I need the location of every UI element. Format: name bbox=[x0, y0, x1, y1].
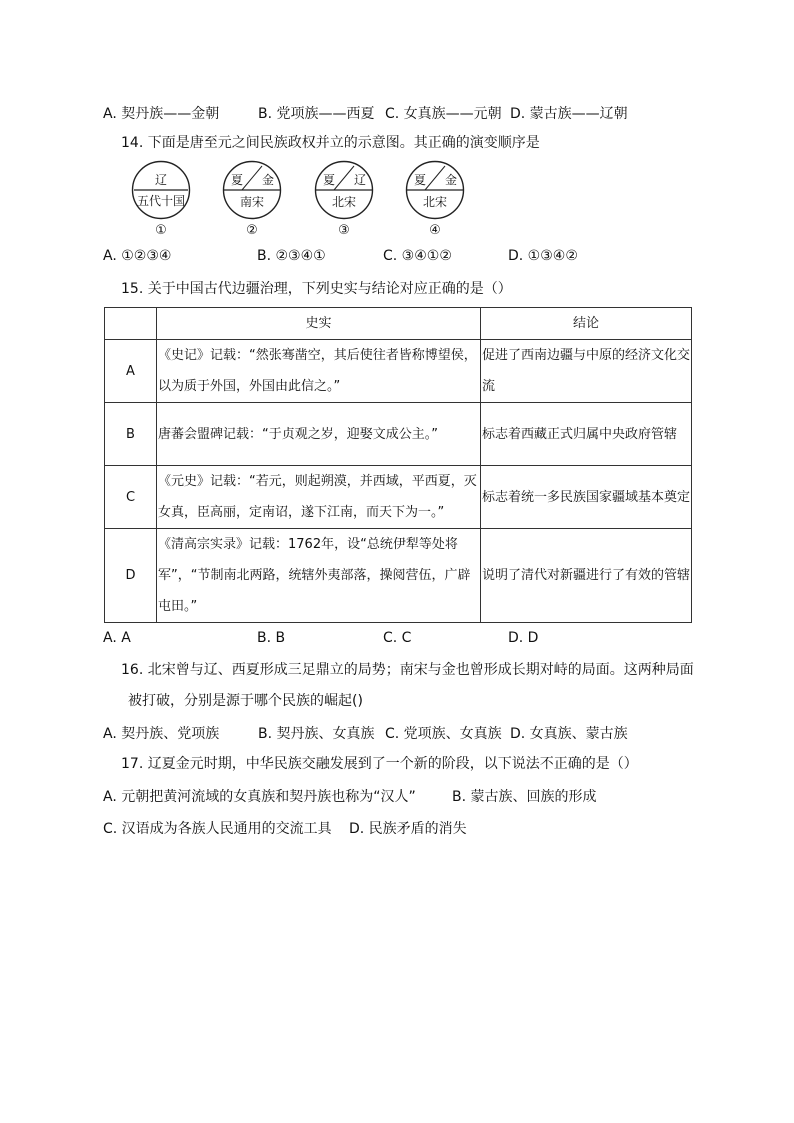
regime-circle-1 bbox=[131, 160, 191, 240]
circle-4-right-label: 金 bbox=[444, 173, 458, 187]
header-label-cell bbox=[105, 308, 157, 340]
regime-circle-4 bbox=[405, 160, 465, 240]
circle-4-left-label: 夏 bbox=[413, 173, 427, 187]
row-label: A bbox=[105, 340, 157, 403]
row-fact: 唐蕃会盟碑记载：“于贞观之岁，迎娶文成公主。” bbox=[157, 403, 481, 466]
q14-option-a: A. ①②③④ bbox=[103, 248, 172, 264]
q15-option-a: A. A bbox=[103, 630, 131, 646]
circle-4-number: ④ bbox=[429, 223, 441, 238]
q13-option-b: B. 党项族——西夏 bbox=[258, 106, 375, 122]
header-fact: 史实 bbox=[157, 308, 481, 340]
circle-1-bottom-label: 五代十国 bbox=[136, 194, 186, 208]
row-fact: 《史记》记载：“然张骞凿空，其后使往者皆称博望侯，以为质于外国，外国由此信之。” bbox=[157, 340, 481, 403]
row-conclusion: 标志着统一多民族国家疆域基本奠定 bbox=[481, 466, 692, 529]
row-label: D bbox=[105, 529, 157, 623]
circle-2-number: ② bbox=[246, 223, 258, 238]
q15-stem: 15. 关于中国古代边疆治理，下列史实与结论对应正确的是（） bbox=[121, 281, 512, 297]
q16-option-d: D. 女真族、蒙古族 bbox=[510, 726, 628, 742]
q17-option-d: D. 民族矛盾的消失 bbox=[349, 821, 467, 837]
q14-option-d: D. ①③④② bbox=[508, 248, 578, 264]
q17-option-b: B. 蒙古族、回族的形成 bbox=[452, 789, 597, 805]
q15-option-b: B. B bbox=[257, 630, 286, 646]
q13-option-d: D. 蒙古族——辽朝 bbox=[510, 106, 628, 122]
circle-2-right-label: 金 bbox=[261, 173, 275, 187]
table-row bbox=[105, 340, 692, 403]
q17-option-c: C. 汉语成为各族人民通用的交流工具 bbox=[103, 821, 332, 837]
q13-option-a: A. 契丹族——金朝 bbox=[103, 106, 220, 122]
table-row bbox=[105, 529, 692, 623]
q16-stem-line-1: 16. 北宋曾与辽、西夏形成三足鼎立的局势；南宋与金也曾形成长期对峙的局面。这两种局面 bbox=[121, 662, 694, 678]
row-label: C bbox=[105, 466, 157, 529]
row-fact: 《元史》记载：“若元，则起朔漠，并西域，平西夏，灭女真，臣高丽，定南诏，遂下江南，而天下为一。” bbox=[157, 466, 481, 529]
q17-stem: 17. 辽夏金元时期，中华民族交融发展到了一个新的阶段，以下说法不正确的是（） bbox=[121, 756, 638, 772]
q14-option-b: B. ②③④① bbox=[257, 248, 326, 264]
row-conclusion: 促进了西南边疆与中原的经济文化交流 bbox=[481, 340, 692, 403]
q16-option-c: C. 党项族、女真族 bbox=[385, 726, 502, 742]
circle-3-number: ③ bbox=[338, 223, 350, 238]
circle-3-bottom-label: 北宋 bbox=[331, 195, 357, 209]
table-header-row bbox=[105, 308, 692, 340]
q15-option-c: C. C bbox=[383, 630, 412, 646]
circle-1-top-label: 辽 bbox=[154, 173, 168, 187]
table-row bbox=[105, 403, 692, 466]
row-conclusion: 说明了清代对新疆进行了有效的管辖 bbox=[481, 529, 692, 623]
circle-2-bottom-label: 南宋 bbox=[239, 195, 265, 209]
q15-option-d: D. D bbox=[508, 630, 539, 646]
q16-option-a: A. 契丹族、党项族 bbox=[103, 726, 220, 742]
circle-2-left-label: 夏 bbox=[230, 173, 244, 187]
q13-option-c: C. 女真族——元朝 bbox=[385, 106, 502, 122]
history-fact-table bbox=[104, 307, 692, 623]
q16-option-b: B. 契丹族、女真族 bbox=[258, 726, 375, 742]
circle-4-bottom-label: 北宋 bbox=[422, 195, 448, 209]
regime-circle-2 bbox=[222, 160, 282, 240]
circle-3-right-label: 辽 bbox=[353, 173, 367, 187]
q14-stem: 14. 下面是唐至元之间民族政权并立的示意图。其正确的演变顺序是 bbox=[121, 135, 540, 151]
header-conclusion: 结论 bbox=[481, 308, 692, 340]
row-fact: 《清高宗实录》记载：1762年，设“总统伊犁等处将军”，“节制南北两路，统辖外夷部落，操阅营伍，广辟屯田。” bbox=[157, 529, 481, 623]
circle-3-left-label: 夏 bbox=[322, 173, 336, 187]
table-row bbox=[105, 466, 692, 529]
regime-circle-3 bbox=[314, 160, 374, 240]
q16-stem-line-2: 被打破，分别是源于哪个民族的崛起() bbox=[128, 693, 363, 709]
row-conclusion: 标志着西藏正式归属中央政府管辖 bbox=[481, 403, 692, 466]
row-label: B bbox=[105, 403, 157, 466]
q14-option-c: C. ③④①② bbox=[383, 248, 452, 264]
q17-option-a: A. 元朝把黄河流域的女真族和契丹族也称为“汉人” bbox=[103, 789, 416, 805]
circle-1-number: ① bbox=[155, 223, 167, 238]
